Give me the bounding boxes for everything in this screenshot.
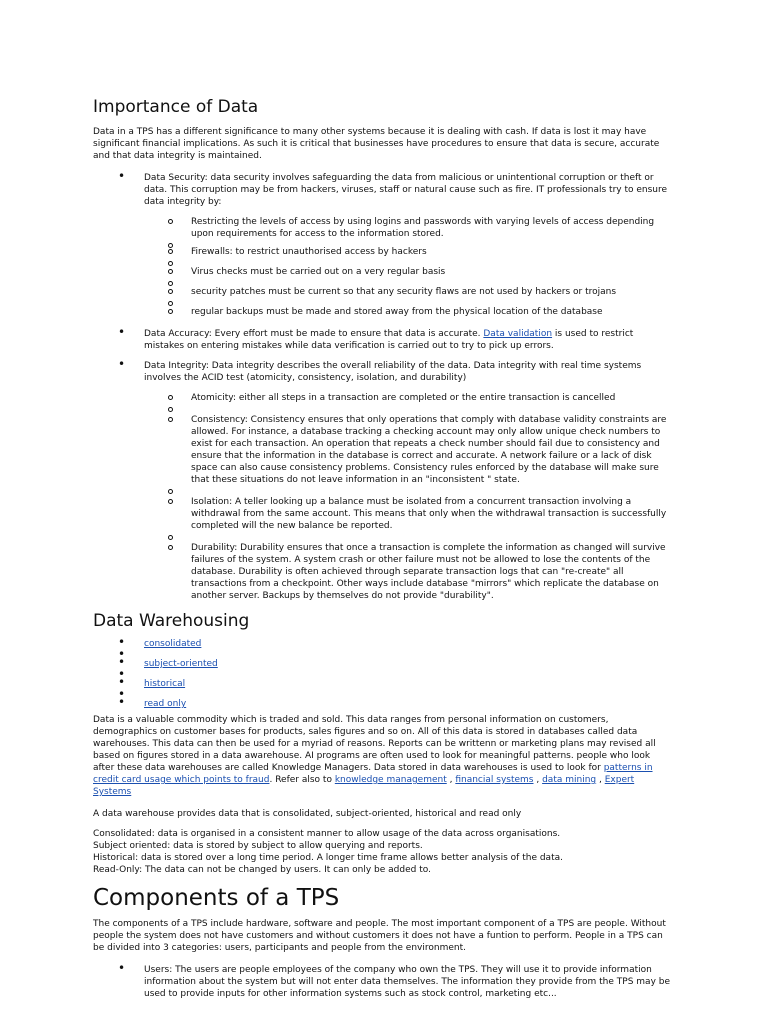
list-item-data-security (93, 172, 673, 328)
list-item-users: • Users: The users are people employees of the company who own the TPS. They will use it to provide information information about the system but will not enter data themselves. The information they provide from the TPS may be used to provide inputs for other information systems such as stock control, marketing etc... (93, 964, 673, 1000)
read-only-link[interactable]: read only (144, 699, 187, 709)
accuracy-text-post: is used to restrict mistakes on entering mistakes while data verification is carried out to try to pick up errors. (144, 329, 634, 351)
separator: , (446, 775, 456, 785)
definition-read-only: Read-Only: The data can not be changed by users. It can only be added to. (93, 865, 431, 875)
data-integrity-text: Data Integrity: Data integrity describes the overall reliability of the data. Data integrity with real time systems involves the ACID test (atomicity, consistency, isolation, and durability) (144, 361, 642, 383)
data-security-text: Data Security: data security involves safeguarding the data from malicious or unintentional corruption or theft or data. This corruption may be from hackers, viruses, staff or natural cause such as fire. IT professionals try to ensure data integrity by: (144, 173, 668, 207)
document-page (93, 96, 673, 1000)
warehousing-text: Data is a valuable commodity which is traded and sold. This data ranges from personal information on customers, demographics on customer bases for products, sales figures and so on. All of this data is stored in databases called data warehouses. This data can then be used for a myriad of reasons. Reports can be writtenn or marketing plans may revised all based on figures stored in a data awarehouse. AI programs are often used to look for meaningful patterns. people who look after these data warehouses are called Knowledge Managers. Data stored in data warehouses is used to look for (93, 715, 656, 773)
list-item: regular backups must be made and stored away from the physical location of the database (144, 306, 673, 318)
separator: , (533, 775, 543, 785)
list-item: Restricting the levels of access by using logins and passwords with varying levels of access depending upon requirements for access to the information stored. (144, 216, 673, 240)
list-item-atomicity: Atomicity: either all steps in a transaction are completed or the entire transaction is cancelled (144, 392, 673, 404)
data-validation-link[interactable]: Data validation (483, 329, 553, 339)
subject-oriented-link[interactable]: subject-oriented (144, 659, 218, 669)
definition-historical: Historical: data is stored over a long time period. A longer time frame allows better analysis of the data. (93, 853, 563, 863)
list-item-data-accuracy (93, 328, 673, 360)
intro-paragraph: Data in a TPS has a different significance to many other systems because it is dealing with cash. If data is lost it may have significant financial implications. As such it is critical that businesses have procedures to ensure that data is secure, accurate and that data integrity is maintained. (93, 127, 660, 161)
list-item (93, 678, 673, 690)
refer-text: . Refer also to (269, 775, 335, 785)
list-item (93, 638, 673, 650)
warehousing-paragraph (93, 714, 673, 798)
definition-consolidated: Consolidated: data is organised in a consistent manner to allow usage of the data across organisations. (93, 829, 561, 839)
heading-data-warehousing: Data Warehousing (93, 611, 250, 631)
financial-systems-link[interactable]: financial systems (455, 775, 534, 785)
data-mining-link[interactable]: data mining (542, 775, 597, 785)
heading-components-of-a-tps: Components of a TPS (93, 885, 340, 911)
warehousing-link-list (93, 638, 673, 710)
fraud-patterns-link[interactable]: patterns in credit card usage which points to fraud (93, 763, 653, 785)
integrity-sub-list (144, 392, 673, 602)
importance-bullet-list (93, 172, 673, 602)
security-sub-list (144, 216, 673, 318)
expert-systems-link[interactable]: Expert Systems (93, 775, 635, 797)
components-bullet-list (93, 964, 673, 1000)
warehouse-summary: A data warehouse provides data that is consolidated, subject-oriented, historical and read only (93, 809, 522, 819)
consolidated-link[interactable]: consolidated (144, 639, 202, 649)
list-item (93, 698, 673, 710)
list-item: Virus checks must be carried out on a very regular basis (144, 266, 673, 278)
accuracy-text-pre: Data Accuracy: Every effort must be made to ensure that data is accurate. (144, 329, 484, 339)
historical-link[interactable]: historical (144, 679, 186, 689)
list-item-durability: Durability: Durability ensures that once a transaction is complete the information as changed will survive failures of the system. A system crash or other failure must not be allowed to lose the contents of the database. Durability is often achieved through separate transaction logs that can "re-create" all transactions from a checkpoint. Other ways include database "mirrors" which replicate the database on another server. Backups by themselves do not provide "durability". (144, 542, 673, 602)
separator: , (596, 775, 605, 785)
heading-importance-of-data: Importance of Data (93, 97, 259, 117)
knowledge-management-link[interactable]: knowledge management (334, 775, 447, 785)
list-item-consistency: Consistency: Consistency ensures that only operations that comply with database validity constraints are allowed. For instance, a database tracking a checking account may only allow unique check numbers to exist for each transaction. An operation that repeats a check number should fail due to consistency and ensure that the information in the database is correct and accurate. A network failure or a lack of disk space can also cause consistency problems. Consistency rules enforced by the database will make sure that these situations do not leave information in an "inconsistent " state. (144, 414, 673, 486)
list-item (93, 658, 673, 670)
list-item-isolation: Isolation: A teller looking up a balance must be isolated from a concurrent transaction involving a withdrawal from the same account. This means that only when the withdrawal transaction is successfully completed will the new balance be reported. (144, 496, 673, 532)
list-item: security patches must be current so that any security flaws are not used by hackers or trojans (144, 286, 673, 298)
definition-subject-oriented: Subject oriented: data is stored by subject to allow querying and reports. (93, 841, 423, 851)
components-intro: The components of a TPS include hardware, software and people. The most important component of a TPS are people. Without people the system does not have customers and without customers it does not have a funtion to perform. People in a TPS can be divided into 3 categories: users, participants and people from the environment. (93, 919, 666, 953)
list-item: Firewalls: to restrict unauthorised access by hackers (144, 246, 673, 258)
list-item-data-integrity (93, 360, 673, 602)
